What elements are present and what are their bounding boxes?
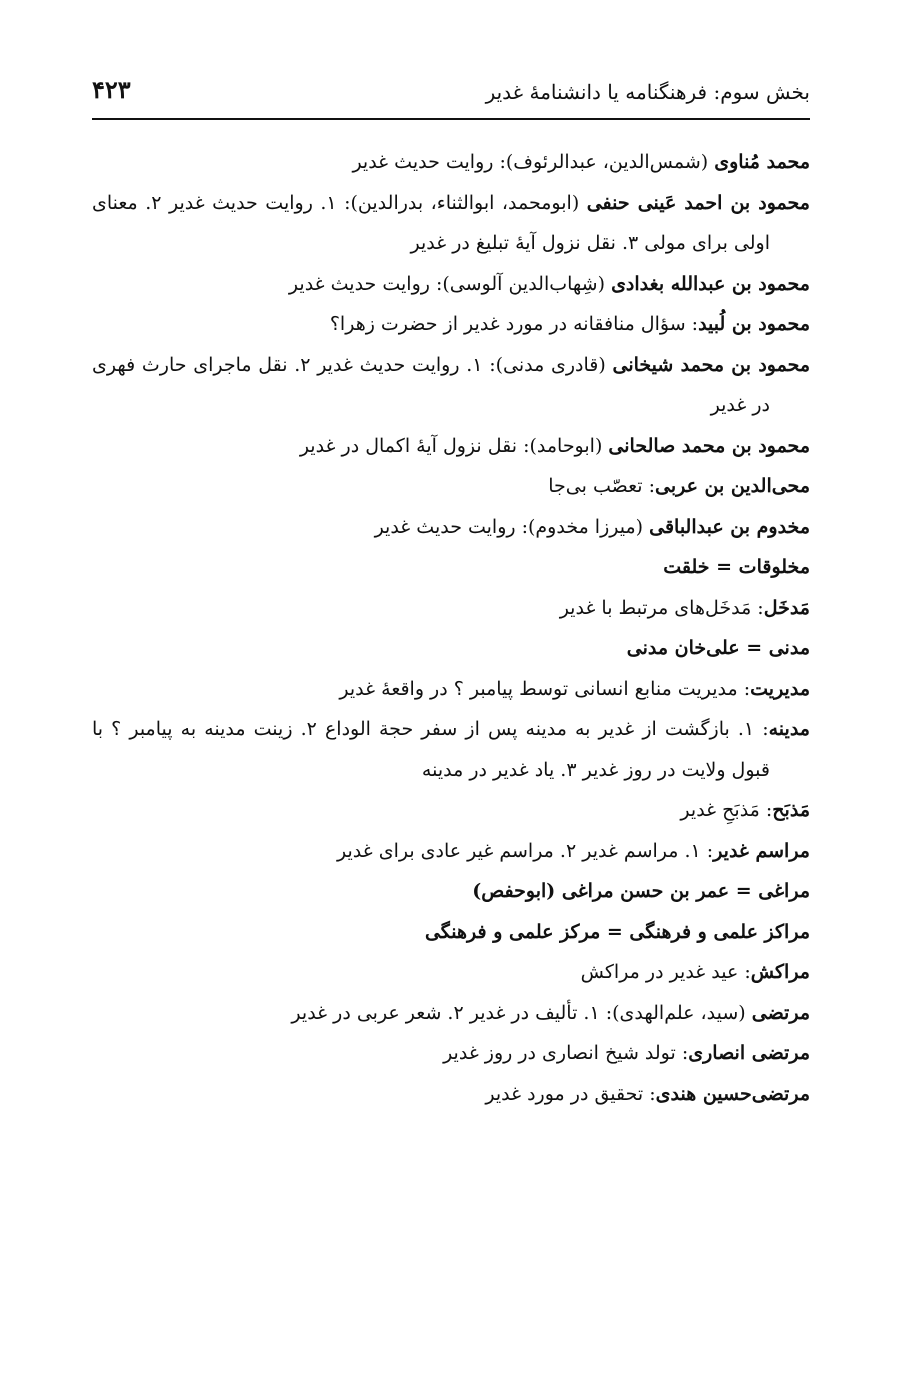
entry-headword: مدنی = علی‌خان مدنی <box>626 637 810 659</box>
glossary-entry <box>92 547 810 588</box>
glossary-entry <box>92 912 810 953</box>
entry-headword: محی‌الدین بن عربی <box>655 475 810 497</box>
entry-headword: مراکش <box>750 961 810 983</box>
entry-headword: محمود بن عبدالله بغدادی <box>611 272 810 295</box>
entry-headword: مخلوقات = خلقت <box>663 556 810 578</box>
entry-headword: مَدخَل <box>763 596 810 619</box>
entry-headword: مدیریت <box>750 677 810 700</box>
glossary-entry <box>92 831 810 872</box>
header-rule <box>92 118 810 120</box>
entry-headword: محمود بن محمد شیخانی <box>612 353 811 376</box>
entry-text: : ۱. مراسم غدیر ۲. مراسم غیر عادی برای غدیر <box>336 839 714 862</box>
entry-text: : سؤال منافقانه در مورد غدیر از حضرت زهرا؟ <box>329 313 699 335</box>
glossary-entry <box>92 993 810 1034</box>
entry-headword: مَذبَح <box>772 799 810 821</box>
glossary-entry <box>92 1074 810 1115</box>
entry-headword: مدینه <box>768 718 810 740</box>
glossary-entry <box>92 588 810 629</box>
entry-text: (شِهاب‌الدین آلوسی): روایت حدیث غدیر <box>288 272 612 295</box>
glossary-entry <box>92 669 810 710</box>
glossary-entry <box>92 628 810 669</box>
entry-text: : عید غدیر در مراکش <box>580 961 751 983</box>
entry-text: : مدیریت منابع انسانی توسط پیامبر ؟ در واقعهٔ غدیر <box>339 677 751 700</box>
entry-headword: محمود بن لُبید <box>698 313 810 335</box>
entry-headword: مراکز علمی و فرهنگی = مرکز علمی و فرهنگی <box>424 920 810 943</box>
entry-headword: مخدوم بن عبدالباقی <box>649 515 810 538</box>
page-number: ۴۲۳ <box>92 75 131 104</box>
entry-text: (ابوحامد): نقل نزول آیهٔ اکمال در غدیر <box>299 434 609 457</box>
glossary-entry <box>92 345 810 426</box>
section-title: بخش سوم: فرهنگنامه یا دانشنامهٔ غدیر <box>485 80 810 104</box>
glossary-entry <box>92 790 810 831</box>
glossary-entry <box>92 142 810 183</box>
book-page <box>92 0 810 1390</box>
entry-text: (شمس‌الدین، عبدالرئوف): روایت حدیث غدیر <box>352 151 715 173</box>
glossary-entry <box>92 426 810 467</box>
entry-text: : تحقیق در مورد غدیر <box>485 1082 656 1105</box>
glossary-entry <box>92 183 810 264</box>
entry-headword: مرتضی <box>751 1001 810 1024</box>
glossary-entries <box>92 142 810 1114</box>
glossary-entry <box>92 952 810 993</box>
entry-headword: محمود بن احمد عَینی حنفی <box>586 191 810 214</box>
entry-headword: محمد مُناوی <box>714 151 810 173</box>
glossary-entry <box>92 264 810 305</box>
entry-text: (قادری مدنی): ۱. روایت حدیث غدیر ۲. نقل ماجرای حارث فهری در غدیر <box>92 353 770 416</box>
entry-text: (میرزا مخدوم): روایت حدیث غدیر <box>374 515 650 538</box>
running-header <box>92 74 810 110</box>
entry-text: : تولد شیخ انصاری در روز غدیر <box>443 1042 689 1064</box>
entry-text: : مَذبَحِ غدیر <box>680 799 773 821</box>
entry-text: : مَدخَل‌های مرتبط با غدیر <box>559 596 764 619</box>
entry-headword: مرتضی‌حسین هندی <box>655 1082 810 1105</box>
entry-text: (سید، علم‌الهدی): ۱. تألیف در غدیر ۲. شعر عربی در غدیر <box>291 1001 752 1024</box>
entry-headword: مراغی = عمر بن حسن مراغی (ابوحفص) <box>472 880 810 902</box>
entry-headword: مراسم غدیر <box>713 839 810 862</box>
glossary-entry <box>92 304 810 345</box>
entry-text: (ابومحمد، ابوالثناء، بدرالدین): ۱. روایت حدیث غدیر ۲. معنای اولی برای مولی ۳. نقل نزول آیهٔ تبلیغ در غدیر <box>92 191 770 254</box>
glossary-entry <box>92 871 810 912</box>
entry-text: : تعصّب بی‌جا <box>548 475 655 497</box>
entry-headword: مرتضی انصاری <box>688 1042 810 1064</box>
glossary-entry <box>92 1033 810 1074</box>
entry-headword: محمود بن محمد صالحانی <box>608 434 810 457</box>
glossary-entry <box>92 507 810 548</box>
entry-text: : ۱. بازگشت از غدیر به مدینه پس از سفر حجة الوداع ۲. زینت مدینه به پیامبر ؟ با قبول ولایت در روز غدیر ۳. یاد غدیر در مدینه <box>92 718 770 781</box>
glossary-entry <box>92 466 810 507</box>
glossary-entry <box>92 709 810 790</box>
